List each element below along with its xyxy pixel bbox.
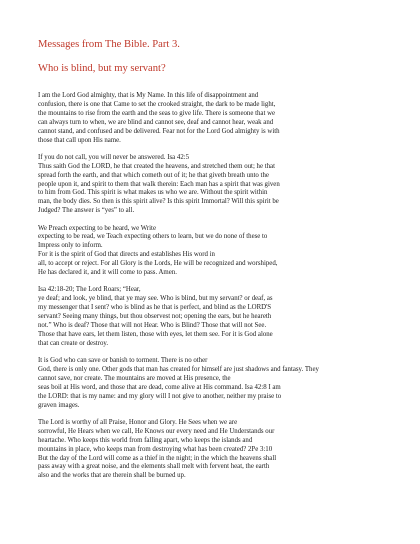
page-title: Who is blind, but my servant?	[38, 63, 166, 74]
series-title: Messages from The Bible. Part 3.	[38, 39, 180, 50]
paragraph-isaiah-42-18: Isa 42:18-20; The Lord Roars; “Hear, ye deaf; and look, ye blind, that ye may see. Who is blind, but my servant? or deaf, as my messenger that I sent? who is blind as he that is perfect, and blind as the LORD'S servant? Seeing many things, but thou observest not; opening the ears, but he heareth not.” Who is deaf? Those that will not Hear. Who is Blind? Those that will not See. Those that have ears, let them listen, those with eyes, let them see. For it is God alone that can create or destroy.	[38, 286, 273, 347]
paragraph-intro: I am the Lord God almighty, that is My Name. In this life of disappointment and confusion, there is one that Came to set the crooked straight, the dark to be made light, the mountains to rise from the earth and the seas to give life. There is someone that we can always turn to when, we are blind and cannot see, deaf and cannot hear, weak and cannot stand, and confused and be delivered. Fear not for the Lord God almighty is with those that call upon His name.	[38, 92, 280, 144]
paragraph-call: If you do not call, you will never be answered. Isa 42:5 Thus saith God the LORD, he that created the heavens, and stretched them out; he that spread forth the earth, and that which cometh out of it; he that giveth breath unto the people upon it, and spirit to them that walk therein: Each man has a spirit that was given to him from God. This spirit is what makes us who we are. Without the spirit within man, the body dies. So then is this spirit alive? Is this spirit Immortal? Will this spirit be Judged? The answer is “yes” to all.	[38, 153, 280, 215]
paragraph-worthy: The Lord is worthy of all Praise, Honor and Glory. He Sees when we are sorrowful, He Hears when we call, He Knows our every need and He Understands our heartache. Who keeps this world from falling apart, who keeps the islands and mountains in place, who keeps man from destroying what has been created? 2Pe 3:10 But the day of the Lord will come as a thief in the night; in the which the heavens shall pass away with a great noise, and the elements shall melt with fervent heat, the earth also and the works that are therein shall be burned up.	[38, 418, 277, 480]
paragraph-god-alone: It is God who can save or banish to torment. There is no other God, there is only one. Other gods that man has created for himself are just shadows and fantasy. They cannot save, nor create. The mountains are moved at His presence, the seas boil at His word, and those that are dead, come alive at His command. Isa 42:8 I am the LORD: that is my name: and my glory will I not give to another, neither my praise to graven images.	[38, 357, 319, 409]
paragraph-preach: We Preach expecting to be heard, we Write expecting to be read, we Teach expecting others to learn, but we do none of these to Impress only to inform. For it is the spirit of God that directs and establishes His word in all, to accept or reject. For all Glory is the Lords, He will be recognized and worshiped, He has declared it, and it will come to pass. Amen.	[38, 224, 278, 277]
